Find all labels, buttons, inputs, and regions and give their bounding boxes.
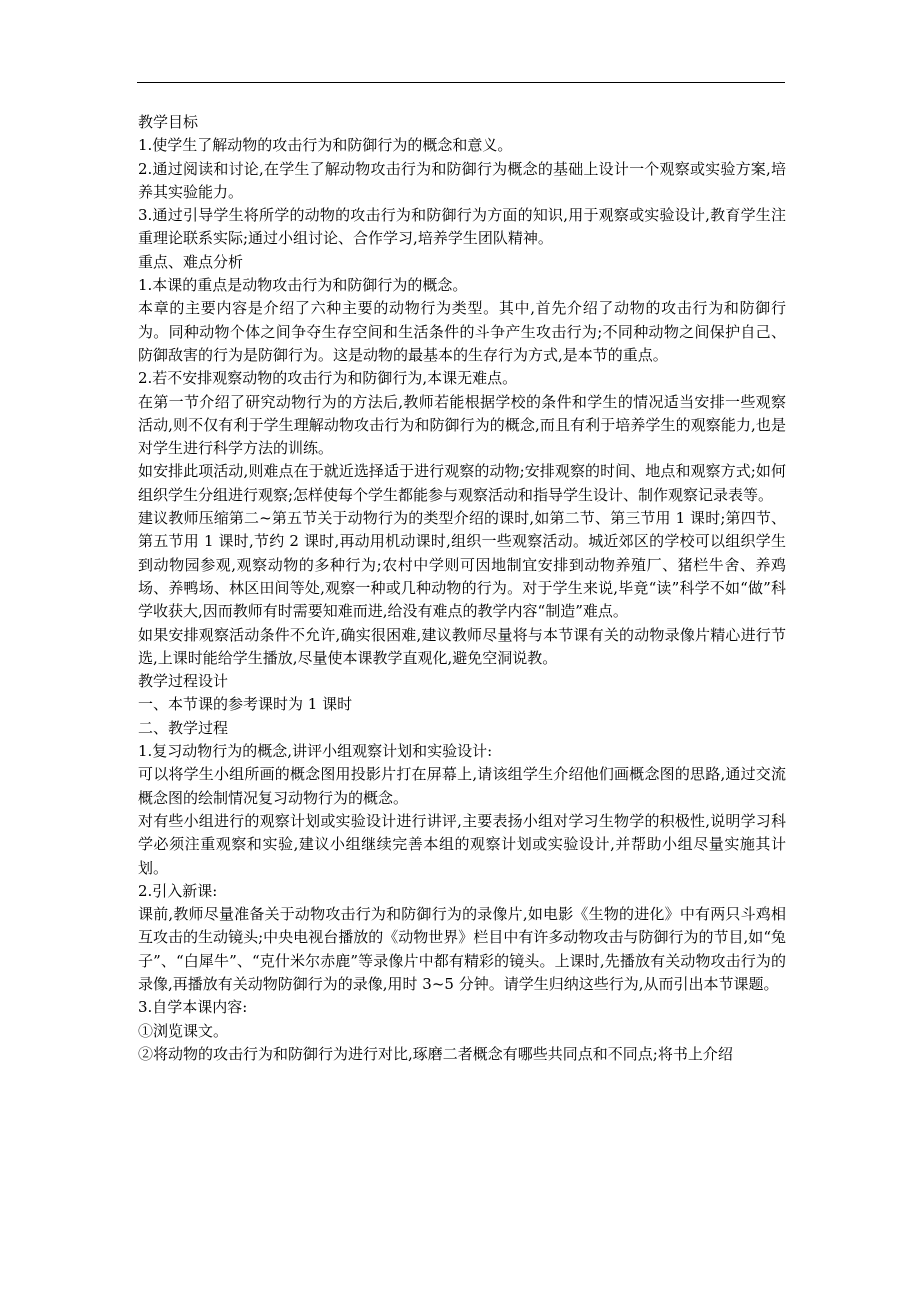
paragraph: 可以将学生小组所画的概念图用投影片打在屏幕上,请该组学生介绍他们画概念图的思路,通过交流概念图的绘制情况复习动物行为的概念。 (138, 765, 786, 807)
paragraph: 2.通过阅读和讨论,在学生了解动物攻击行为和防御行为概念的基础上设计一个观察或实验方案,培养其实验能力。 (138, 159, 786, 201)
paragraph: ②将动物的攻击行为和防御行为进行对比,琢磨二者概念有哪些共同点和不同点;将书上介绍 (138, 1044, 733, 1063)
paragraph: 课前,教师尽量准备关于动物攻击行为和防御行为的录像片,如电影《生物的进化》中有两只斗鸡相互攻击的生动镜头;中央电视台播放的《动物世界》栏目中有许多动物攻击与防御行为的节目,如“兔子”、“白犀牛”、“克什米尔赤鹿”等录像片中都有精彩的镜头。上课时,先播放有关动物攻击行为的录像,再播放有关动物防御行为的录像,用时 3~5 分钟。请学生归纳这些行为,从而引出本节课题。 (138, 905, 786, 993)
paragraph: 对有些小组进行的观察计划或实验设计进行讲评,主要表扬小组对学习生物学的积极性,说明学习科学必须注重观察和实验,建议小组继续完善本组的观察计划或实验设计,并帮助小组尽量实施其计划。 (138, 811, 786, 877)
paragraph: 如果安排观察活动条件不允许,确实很困难,建议教师尽量将与本节课有关的动物录像片精心进行节选,上课时能给学生播放,尽量使本课教学直观化,避免空洞说教。 (138, 625, 786, 667)
paragraph: 2.若不安排观察动物的攻击行为和防御行为,本课无难点。 (138, 369, 518, 388)
paragraph: 1.使学生了解动物的攻击行为和防御行为的概念和意义。 (138, 136, 513, 155)
document-body (138, 111, 786, 1066)
paragraph: 一、本节课的参考课时为 1 课时 (138, 695, 353, 714)
header-rule (137, 82, 785, 83)
paragraph: 3.自学本课内容: (138, 998, 248, 1017)
section-heading-process-design: 教学过程设计 (138, 672, 229, 691)
paragraph: 如安排此项活动,则难点在于就近选择适于进行观察的动物;安排观察的时间、地点和观察方式;如何组织学生分组进行观察;怎样使每个学生都能参与观察活动和指导学生设计、制作观察记录表等。 (138, 462, 786, 504)
paragraph: 建议教师压缩第二~第五节关于动物行为的类型介绍的课时,如第二节、第三节用 1 课时;第四节、第五节用 1 课时,节约 2 课时,再动用机动课时,组织一些观察活动。城近郊区的学校可以组织学生到动物园参观,观察动物的多种行为;农村中学则可因地制宜安排到动物养殖厂、猪栏牛舍、养鸡场、养鸭场、林区田间等处,观察一种或几种动物的行为。对于学生来说,毕竟“读”科学不如“做”科学收获大,因而教师有时需要知难而进,给没有难点的教学内容“制造”难点。 (138, 509, 786, 621)
paragraph: 在第一节介绍了研究动物行为的方法后,教师若能根据学校的条件和学生的情况适当安排一些观察活动,则不仅有利于学生理解动物攻击行为和防御行为的概念,而且有利于培养学生的观察能力,也是对学生进行科学方法的训练。 (138, 392, 786, 458)
paragraph: 本章的主要内容是介绍了六种主要的动物行为类型。其中,首先介绍了动物的攻击行为和防御行为。同种动物个体之间争夺生存空间和生活条件的斗争产生攻击行为;不同种动物之间保护自己、防御敌害的行为是防御行为。这是动物的最基本的生存行为方式,是本节的重点。 (138, 299, 786, 364)
paragraph: 1.复习动物行为的概念,讲评小组观察计划和实验设计: (138, 742, 493, 761)
paragraph: ①浏览课文。 (138, 1021, 229, 1040)
section-heading-teaching-goals: 教学目标 (138, 113, 199, 131)
paragraph: 1.本课的重点是动物攻击行为和防御行为的概念。 (138, 276, 468, 295)
paragraph: 2.引入新课: (138, 881, 218, 900)
paragraph: 二、教学过程 (138, 718, 229, 737)
paragraph: 3.通过引导学生将所学的动物的攻击行为和防御行为方面的知识,用于观察或实验设计,教育学生注重理论联系实际;通过小组讨论、合作学习,培养学生团队精神。 (138, 206, 786, 248)
section-heading-key-points: 重点、难点分析 (138, 252, 244, 271)
